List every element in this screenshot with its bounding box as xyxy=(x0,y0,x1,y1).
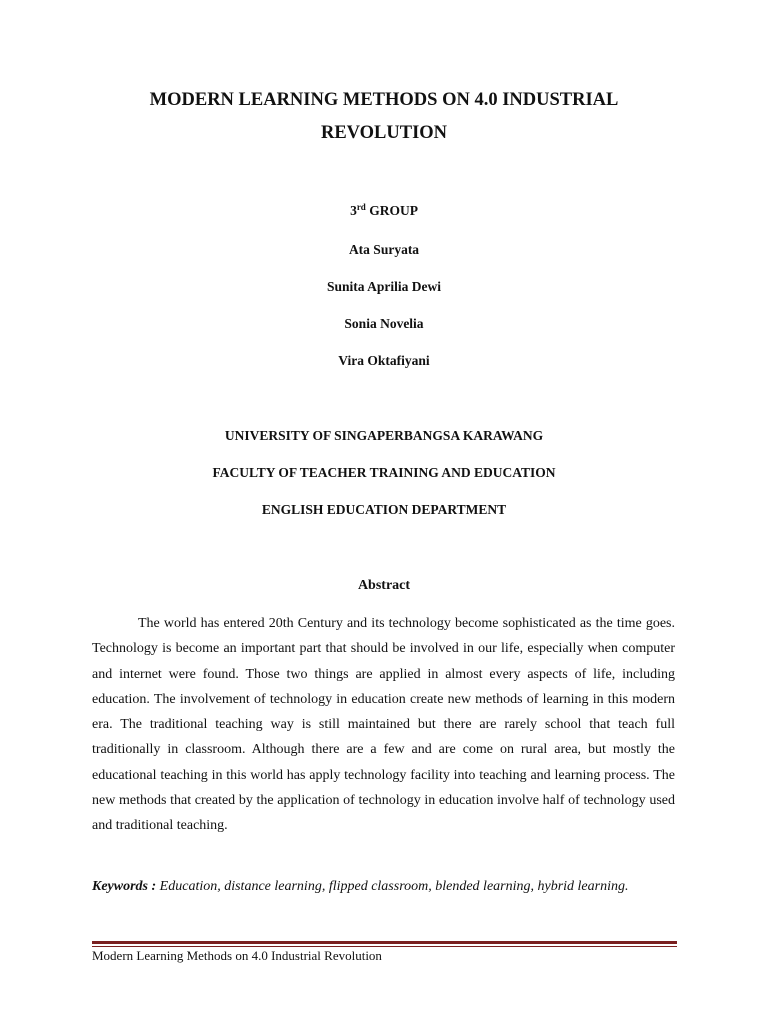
abstract-heading: Abstract xyxy=(357,578,411,593)
abstract-body: The world has entered 20th Century and its technology become sophisticated as the time goes. Technology is become an important part that should be involved in our life, especially when computer and internet were found. Those two things are applied in almost every aspects of life, including education. The involvement of technology in education create new methods of learning in this modern era. The traditional teaching way is still maintained but there are rarely school that teach full traditionally in classroom. Although there are a few and are come on rural area, but mostly the educational teaching in this world has apply technology facility into teaching and learning process. The new methods that created by the application of technology in education involve half of technology used and traditional teaching. xyxy=(92,616,675,834)
footer-divider xyxy=(92,941,677,947)
paper-title-line-2: REVOLUTION xyxy=(320,123,448,143)
author-4: Vira Oktafiyani xyxy=(338,353,430,368)
university-name: UNIVERSITY OF SINGAPERBANGSA KARAWANG xyxy=(224,428,544,443)
department-name: ENGLISH EDUCATION DEPARTMENT xyxy=(261,502,507,517)
keywords-text: Education, distance learning, flipped classroom, blended learning, hybrid learning. xyxy=(159,879,629,894)
group-number: 3 xyxy=(350,203,357,218)
author-3: Sonia Novelia xyxy=(344,316,424,331)
keywords-paragraph xyxy=(92,874,675,899)
footer-divider-thick xyxy=(92,941,677,944)
faculty-name: FACULTY OF TEACHER TRAINING AND EDUCATION xyxy=(212,465,556,480)
paper-title xyxy=(92,84,676,150)
author-1: Ata Suryata xyxy=(348,242,420,257)
running-footer: Modern Learning Methods on 4.0 Industrial Revolution xyxy=(92,948,382,963)
paper-title-line-1: MODERN LEARNING METHODS ON 4.0 INDUSTRIAL xyxy=(149,90,619,110)
group-word: GROUP xyxy=(369,203,418,218)
group-ordinal-suffix: rd xyxy=(356,202,366,212)
keywords-label: Keywords : xyxy=(92,879,157,894)
group-label xyxy=(92,203,676,219)
author-2: Sunita Aprilia Dewi xyxy=(326,279,442,294)
footer-divider-thin xyxy=(92,946,677,947)
